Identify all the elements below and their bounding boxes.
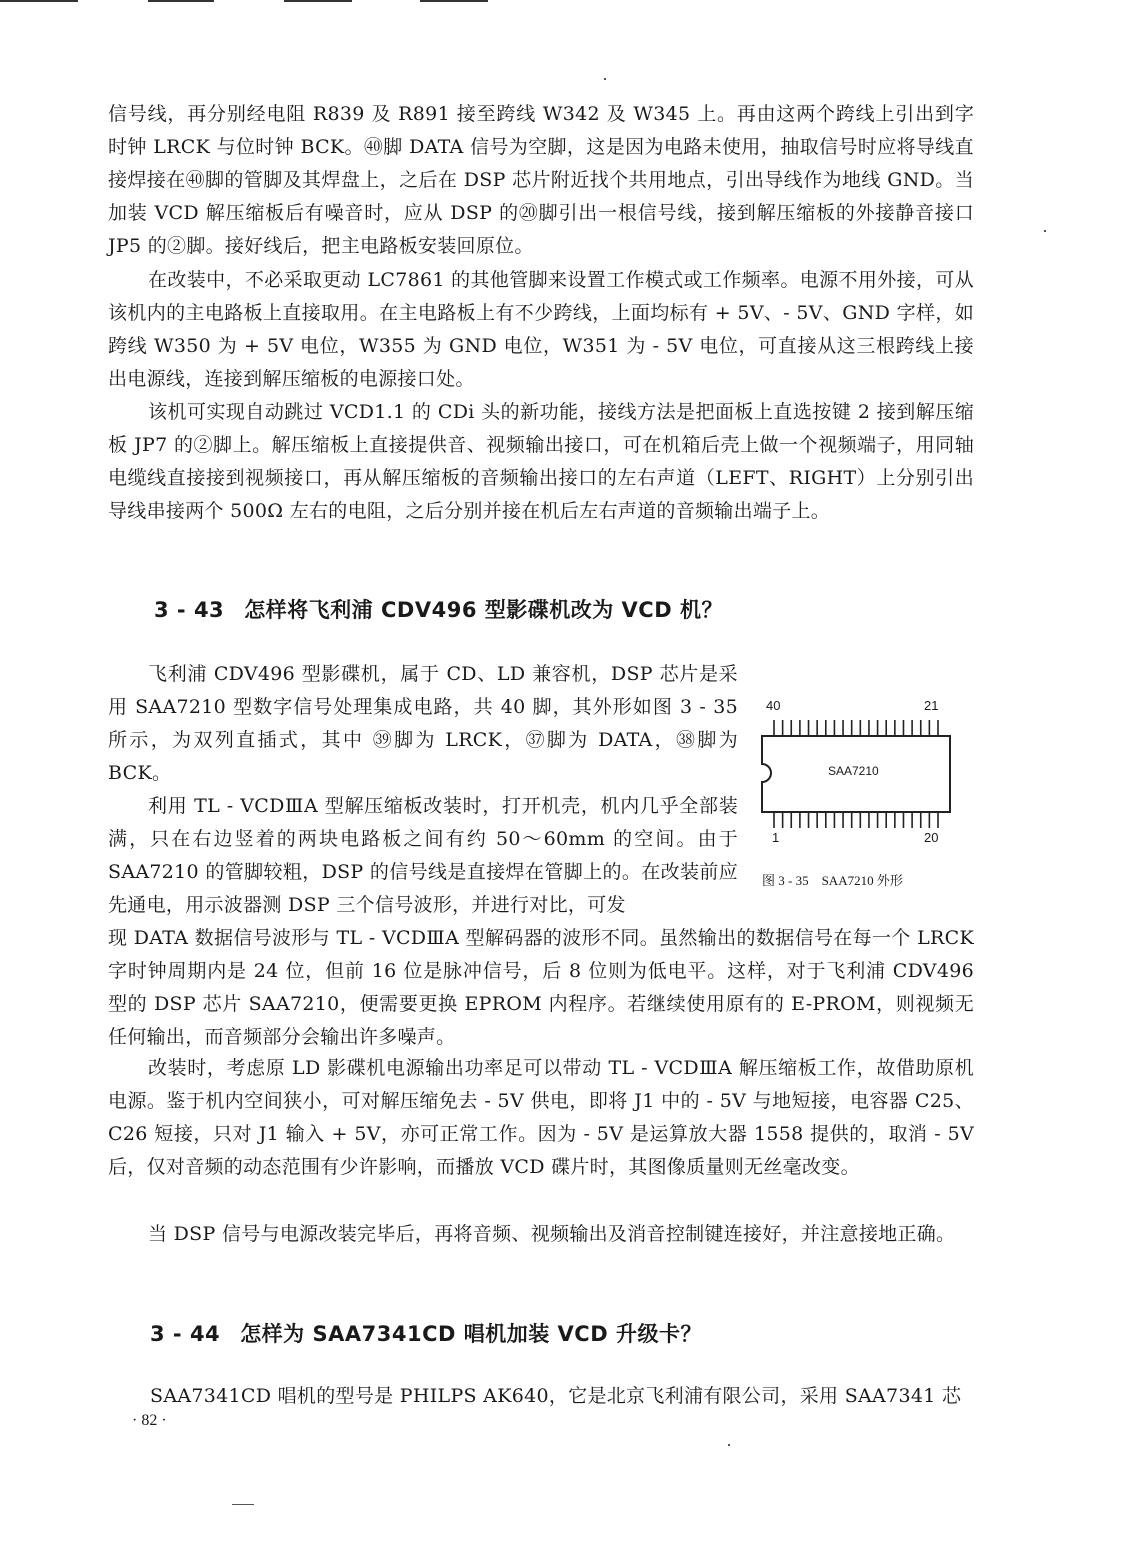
body-paragraph: 利用 TL - VCDⅢA 型解压缩板改装时，打开机壳，机内几乎全部装满，只在右边竖着的两块电路板之间有约 50～60mm 的空间。由于 SAA7210 的管脚较粗，DSP 的信号线是直接焊在管脚上的。在改装前应先通电，用示波器测 DSP 三个信号波形，并进行对比，可发 [108,795,738,916]
body-paragraph: 该机可实现自动跳过 VCD1.1 的 CDi 头的新功能，接线方法是把面板上直选按键 2 接到解压缩板 JP7 的②脚上。解压缩板上直接提供音、视频输出接口，可在机箱后壳上做一个视频端子，用同轴电缆线直接接到视频接口，再从解压缩板的音频输出接口的左右声道（LEFT、RIGHT）上分别引出导线串接两个 500Ω 左右的电阻，之后分别并接在机后左右声道的音频输出端子上。 [108,401,974,522]
pin-label-40: 40 [766,698,781,713]
top-rule [420,0,488,2]
scan-speck [728,1444,730,1446]
section-number: 3 - 43 [154,598,225,622]
pins-bottom [774,812,938,828]
section-heading [150,1318,702,1348]
body-paragraph: 信号线，再分别经电阻 R839 及 R891 接至跨线 W342 及 W345 上。再由这两个跨线上引出到字时钟 LRCK 与位时钟 BCK。㊵脚 DATA 信号为空脚，这是因为电路未使用，抽取信号时应将导线直接焊接在㊵脚的管脚及其焊盘上，之后在 DSP 芯片附近找个共用地点，引出导线作为地线 GND。当加装 VCD 解压缩板后有噪音时，应从 DSP 的⑳脚引出一根信号线，接到解压缩板的外接静音接口 JP5 的②脚。接好线后，把主电路板安装回原位。 [108,103,974,257]
top-rule [0,0,78,2]
scan-speck [232,1504,254,1505]
section-title: 怎样为 SAA7341CD 唱机加装 VCD 升级卡？ [240,1322,702,1346]
chip-label: SAA7210 [828,764,879,778]
section-heading [154,594,723,624]
body-paragraph: 当 DSP 信号与电源改装完毕后，再将音频、视频输出及消音控制键连接好，并注意接地正确。 [148,1223,956,1245]
body-paragraph: 改装时，考虑原 LD 影碟机电源输出功率足可以带动 TL - VCDⅢA 解压缩板工作，故借助原机电源。鉴于机内空间狭小，可对解压缩免去 - 5V 供电，即将 J1 中的 - 5V 与地短接，电容器 C25、C26 短接，只对 J1 输入 + 5V，亦可正常工作。因为 - 5V 是运算放大器 1558 提供的，取消 - 5V 后，仅对音频的动态范围有少许影响，而播放 VCD 碟片时，其图像质量则无丝毫改变。 [108,1057,974,1178]
pin-label-1: 1 [772,830,780,845]
ic-figure [752,694,962,894]
pin-label-20: 20 [924,830,939,845]
top-rule [148,0,214,2]
top-rule [284,0,352,2]
body-paragraph: 在改装中，不必采取更动 LC7861 的其他管脚来设置工作模式或工作频率。电源不用外接，可从该机内的主电路板上直接取用。在主电路板上有不少跨线，上面均标有 + 5V、- 5V、GND 字样，如跨线 W350 为 + 5V 电位，W355 为 GND 电位，W351 为 - 5V 电位，可直接从这三根跨线上接出电源线，连接到解压缩板的电源接口处。 [108,269,974,390]
pins-top [774,720,938,736]
section-title: 怎样将飞利浦 CDV496 型影碟机改为 VCD 机？ [244,598,723,622]
body-paragraph: 飞利浦 CDV496 型影碟机，属于 CD、LD 兼容机，DSP 芯片是采用 SAA7210 型数字信号处理集成电路，共 40 脚，其外形如图 3 - 35 所示，为双列直插式，其中 ㊴脚为 LRCK，㊲脚为 DATA，㊳脚为 BCK。 [108,663,738,784]
body-paragraph: 现 DATA 数据信号波形与 TL - VCDⅢA 型解码器的波形不同。虽然输出的数据信号在每一个 LRCK 字时钟周期内是 24 位，但前 16 位是脉冲信号，后 8 位则为低电平。这样，对于飞利浦 CDV496 型的 DSP 芯片 SAA7210，便需要更换 EPROM 内程序。若继续使用原有的 E-PROM，则视频无任何输出，而音频部分会输出许多噪声。 [108,927,974,1048]
section-number: 3 - 44 [150,1322,221,1346]
pin-label-21: 21 [924,698,939,713]
figure-caption: 图 3 - 35 SAA7210 外形 [762,873,903,888]
body-paragraph: SAA7341CD 唱机的型号是 PHILPS AK640，它是北京飞利浦有限公司，采用 SAA7341 芯 [150,1385,962,1407]
scan-speck [604,78,606,80]
scan-speck [1044,230,1046,232]
page-number: · 82 · [132,1412,167,1429]
